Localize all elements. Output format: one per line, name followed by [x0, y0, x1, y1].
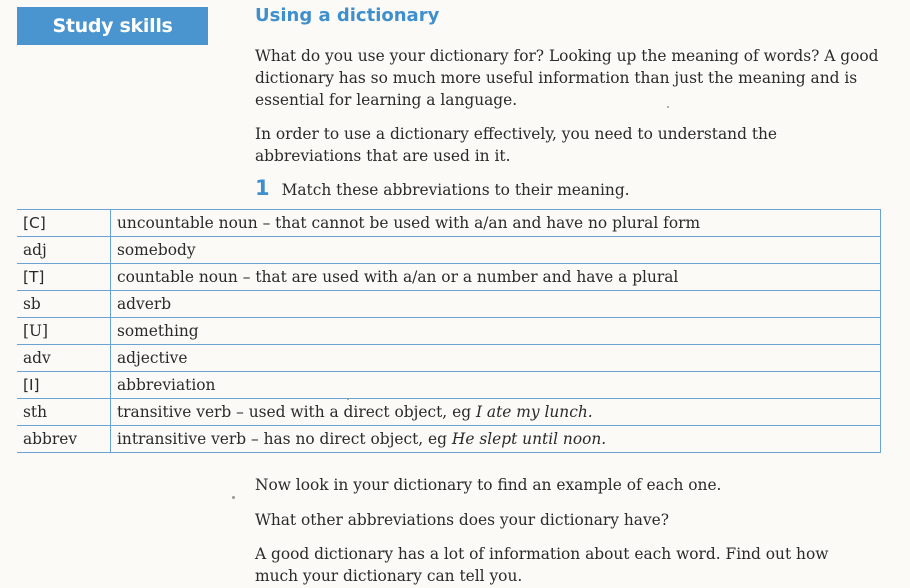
table-row: [17, 372, 881, 399]
table-row: [17, 291, 881, 318]
abbreviation-table: [17, 209, 881, 453]
question-other-abbreviations: What other abbreviations does your dictionary have?: [255, 511, 669, 529]
meaning-cell: intransitive verb – has no direct object, eg He slept until noon.: [111, 426, 881, 453]
task-text: Match these abbreviations to their meaning.: [281, 181, 630, 199]
example-text: He slept until noon.: [451, 430, 607, 448]
abbreviation-cell: abbrev: [17, 426, 111, 453]
example-text: I ate my lunch.: [475, 403, 593, 421]
table-row: [17, 264, 881, 291]
abbreviation-paragraph: In order to use a dictionary effectively, you need to understand the abbreviations that are used in it.: [255, 125, 778, 165]
table-row: [17, 399, 881, 426]
section-badge: [17, 7, 208, 45]
meaning-cell: adverb: [111, 291, 881, 318]
abbreviation-cell: [T]: [17, 264, 111, 291]
abbreviation-cell: sth: [17, 399, 111, 426]
abbreviation-cell: [I]: [17, 372, 111, 399]
meaning-cell: somebody: [111, 237, 881, 264]
meaning-cell: adjective: [111, 345, 881, 372]
abbreviation-cell: [C]: [17, 210, 111, 237]
abbreviation-cell: adv: [17, 345, 111, 372]
task-instruction: [255, 176, 630, 200]
table-row: [17, 345, 881, 372]
question-find-example: Now look in your dictionary to find an example of each one.: [255, 476, 722, 494]
meaning-cell: abbreviation: [111, 372, 881, 399]
abbreviation-cell: [U]: [17, 318, 111, 345]
abbreviation-cell: sb: [17, 291, 111, 318]
scan-speck: [347, 398, 349, 400]
task-number: 1: [255, 176, 270, 200]
meaning-cell: something: [111, 318, 881, 345]
section-badge-label: Study skills: [52, 15, 173, 37]
meaning-cell: countable noun – that are used with a/an or a number and have a plural: [111, 264, 881, 291]
scan-speck: [667, 106, 669, 108]
table-row: [17, 210, 881, 237]
intro-paragraph: What do you use your dictionary for? Looking up the meaning of words? A good dictionary has so much more useful information than just the meaning and is essential for learning a language.: [255, 47, 879, 109]
scan-speck: [232, 496, 235, 499]
table-row: [17, 318, 881, 345]
table-row: [17, 237, 881, 264]
abbreviation-cell: adj: [17, 237, 111, 264]
page-title: Using a dictionary: [255, 5, 440, 26]
meaning-cell: transitive verb – used with a direct object, eg I ate my lunch.: [111, 399, 881, 426]
question-information: A good dictionary has a lot of information about each word. Find out how much your dictionary can tell you.: [255, 545, 829, 585]
table-row: [17, 426, 881, 453]
meaning-cell: uncountable noun – that cannot be used with a/an and have no plural form: [111, 210, 881, 237]
